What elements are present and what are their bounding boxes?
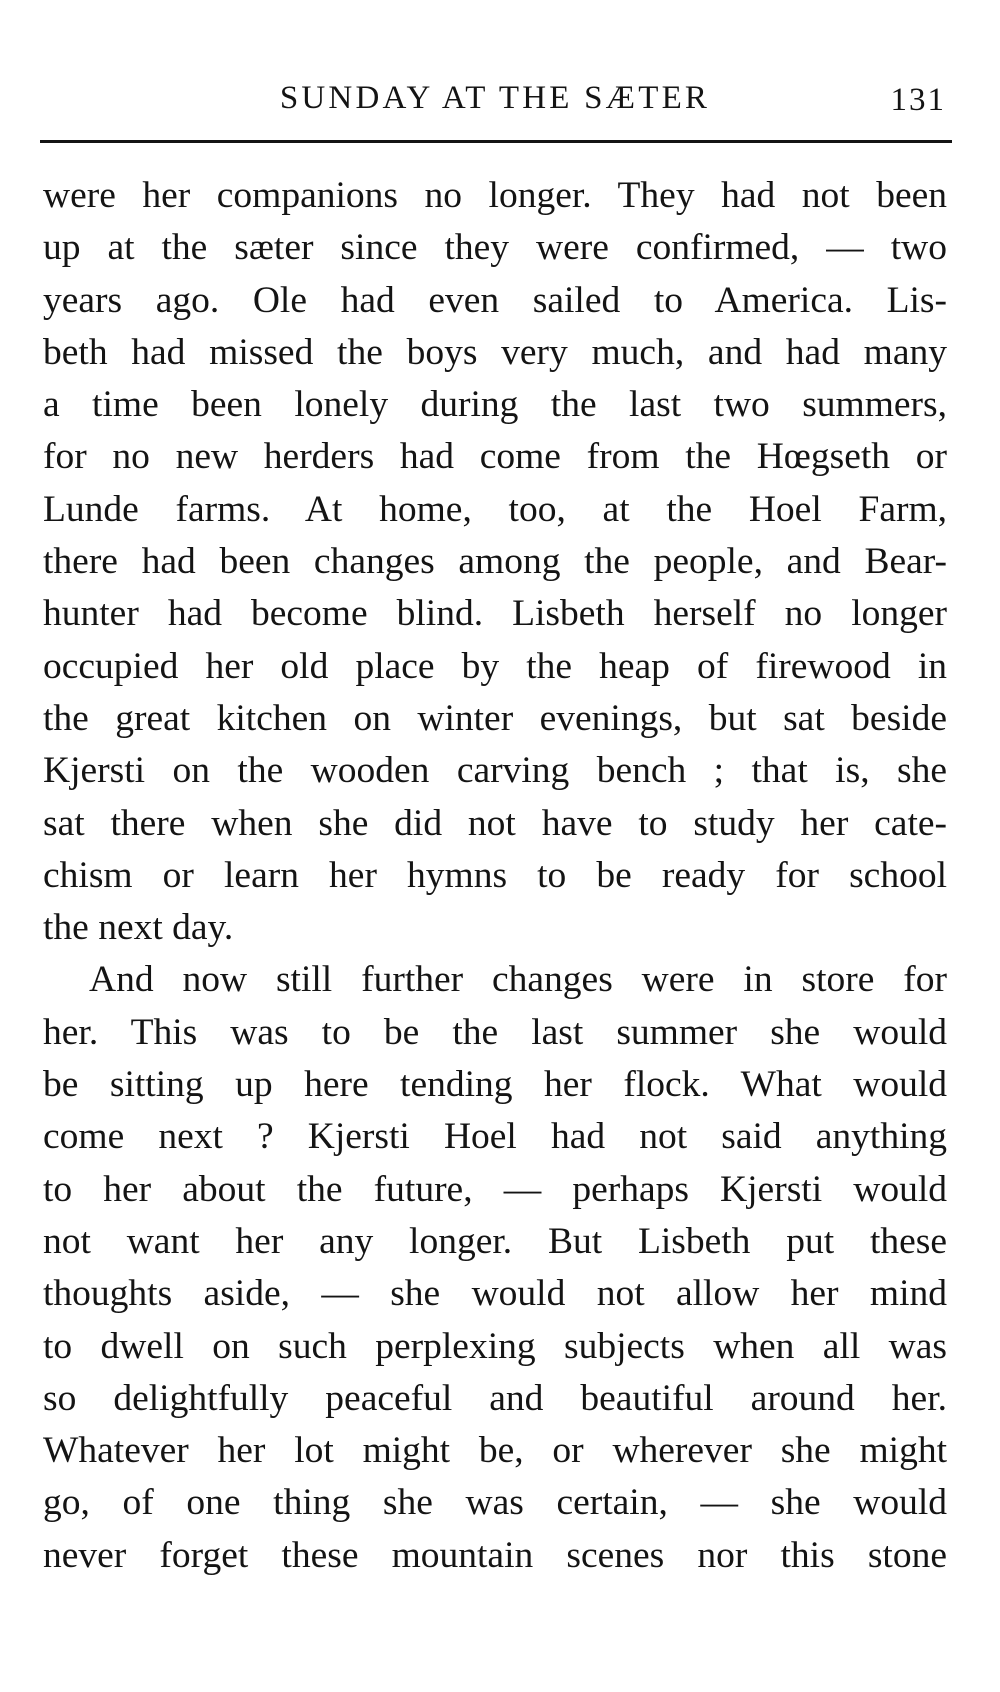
text-line: a time been lonely during the last two summers, [43, 384, 947, 426]
text-line: Lunde farms. At home, too, at the Hoel Farm, [43, 488, 947, 530]
text-line: go, of one thing she was certain, — she would [43, 1482, 947, 1524]
paragraph-start-line: And now still further changes were in store for [89, 959, 947, 1001]
text-line: chism or learn her hymns to be ready for school [43, 854, 947, 896]
text-line: her. This was to be the last summer she would [43, 1011, 947, 1053]
header-rule [40, 140, 952, 143]
text-line: the great kitchen on winter evenings, but sat beside [43, 697, 947, 739]
text-line: never forget these mountain scenes nor this stone [43, 1534, 947, 1576]
text-line: thoughts aside, — she would not allow her mind [43, 1273, 947, 1315]
text-line: sat there when she did not have to study her cate- [43, 802, 947, 844]
text-line: for no new herders had come from the Hœgseth or [43, 436, 947, 478]
running-head [40, 72, 950, 124]
text-line: were her companions no longer. They had not been [43, 175, 947, 216]
text-line: so delightfully peaceful and beautiful around her. [43, 1377, 947, 1419]
page-number: 131 [890, 82, 946, 118]
body-text [43, 170, 947, 1582]
text-line: up at the sæter since they were confirmed, — two [43, 227, 947, 269]
text-line: to her about the future, — perhaps Kjersti would [43, 1168, 947, 1210]
text-line: come next ? Kjersti Hoel had not said anything [43, 1116, 947, 1158]
running-head-title: SUNDAY AT THE SÆTER [279, 80, 711, 116]
text-line: be sitting up here tending her flock. What would [43, 1064, 947, 1106]
text-line: years ago. Ole had even sailed to America. Lis- [43, 279, 947, 321]
text-line: there had been changes among the people, and Bear- [43, 541, 947, 583]
text-line: hunter had become blind. Lisbeth herself no longer [43, 593, 947, 635]
text-line: Kjersti on the wooden carving bench ; that is, she [43, 750, 947, 792]
text-line: not want her any longer. But Lisbeth put these [43, 1220, 947, 1262]
text-line: beth had missed the boys very much, and had many [43, 331, 947, 373]
text-line: to dwell on such perplexing subjects when all was [43, 1325, 947, 1367]
text-line: Whatever her lot might be, or wherever she might [43, 1430, 947, 1472]
text-line: occupied her old place by the heap of firewood in [43, 645, 947, 687]
paragraph-end-line: the next day. [43, 907, 234, 949]
